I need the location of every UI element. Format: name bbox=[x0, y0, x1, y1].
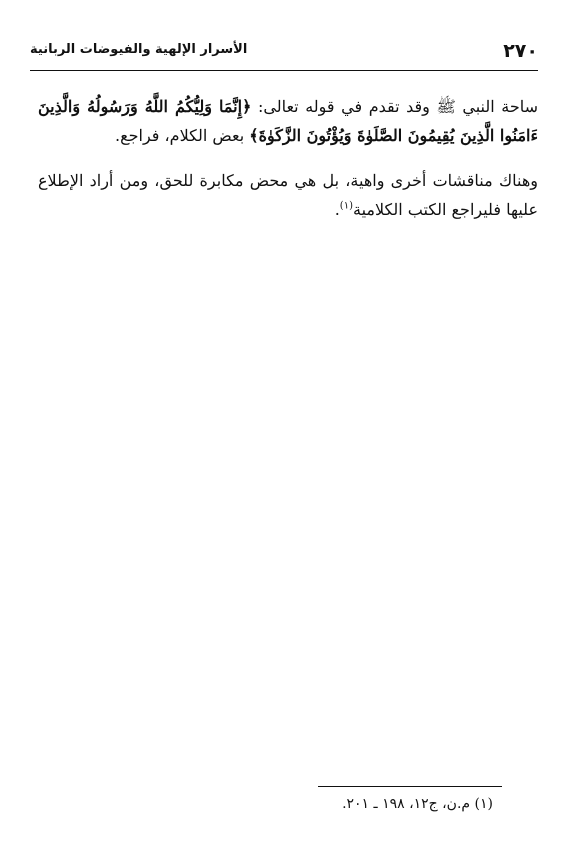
paragraph-1-outro: بعض الكلام، فراجع. bbox=[115, 126, 250, 145]
running-title: الأسرار الإلهية والفيوضات الربانية bbox=[30, 42, 248, 57]
footnote-reference[interactable]: (١) bbox=[339, 200, 353, 212]
footnote-divider bbox=[318, 786, 502, 787]
paragraph-1-intro: ساحة النبي ﷺ وقد تقدم في قوله تعالى: bbox=[251, 97, 539, 116]
quran-verse: ﴿إِنَّمَا وَلِيُّكُمُ اللَّهُ وَرَسُولُهُ وَالَّذِينَ ءَامَنُوا الَّذِينَ يُقِيمُونَ الصَّلَوٰةَ وَيُؤْتُونَ الزَّكَوٰةَ﴾ bbox=[38, 97, 538, 145]
page-number: ٢٧٠ bbox=[503, 40, 538, 62]
body-text bbox=[38, 92, 538, 240]
header-divider bbox=[30, 70, 538, 71]
paragraph-2-end: . bbox=[334, 200, 340, 219]
paragraph-2 bbox=[38, 166, 538, 224]
paragraph-2-text: وهناك مناقشات أخرى واهية، بل هي محض مكابرة للحق، ومن أراد الإطلاع عليها فليراجع الكتب الكلامية bbox=[38, 171, 538, 219]
page-header bbox=[30, 40, 538, 68]
paragraph-1 bbox=[38, 92, 538, 150]
footnote: (١) م.ن، ج١٢، ١٩٨ ـ ٢٠١. bbox=[342, 796, 493, 812]
